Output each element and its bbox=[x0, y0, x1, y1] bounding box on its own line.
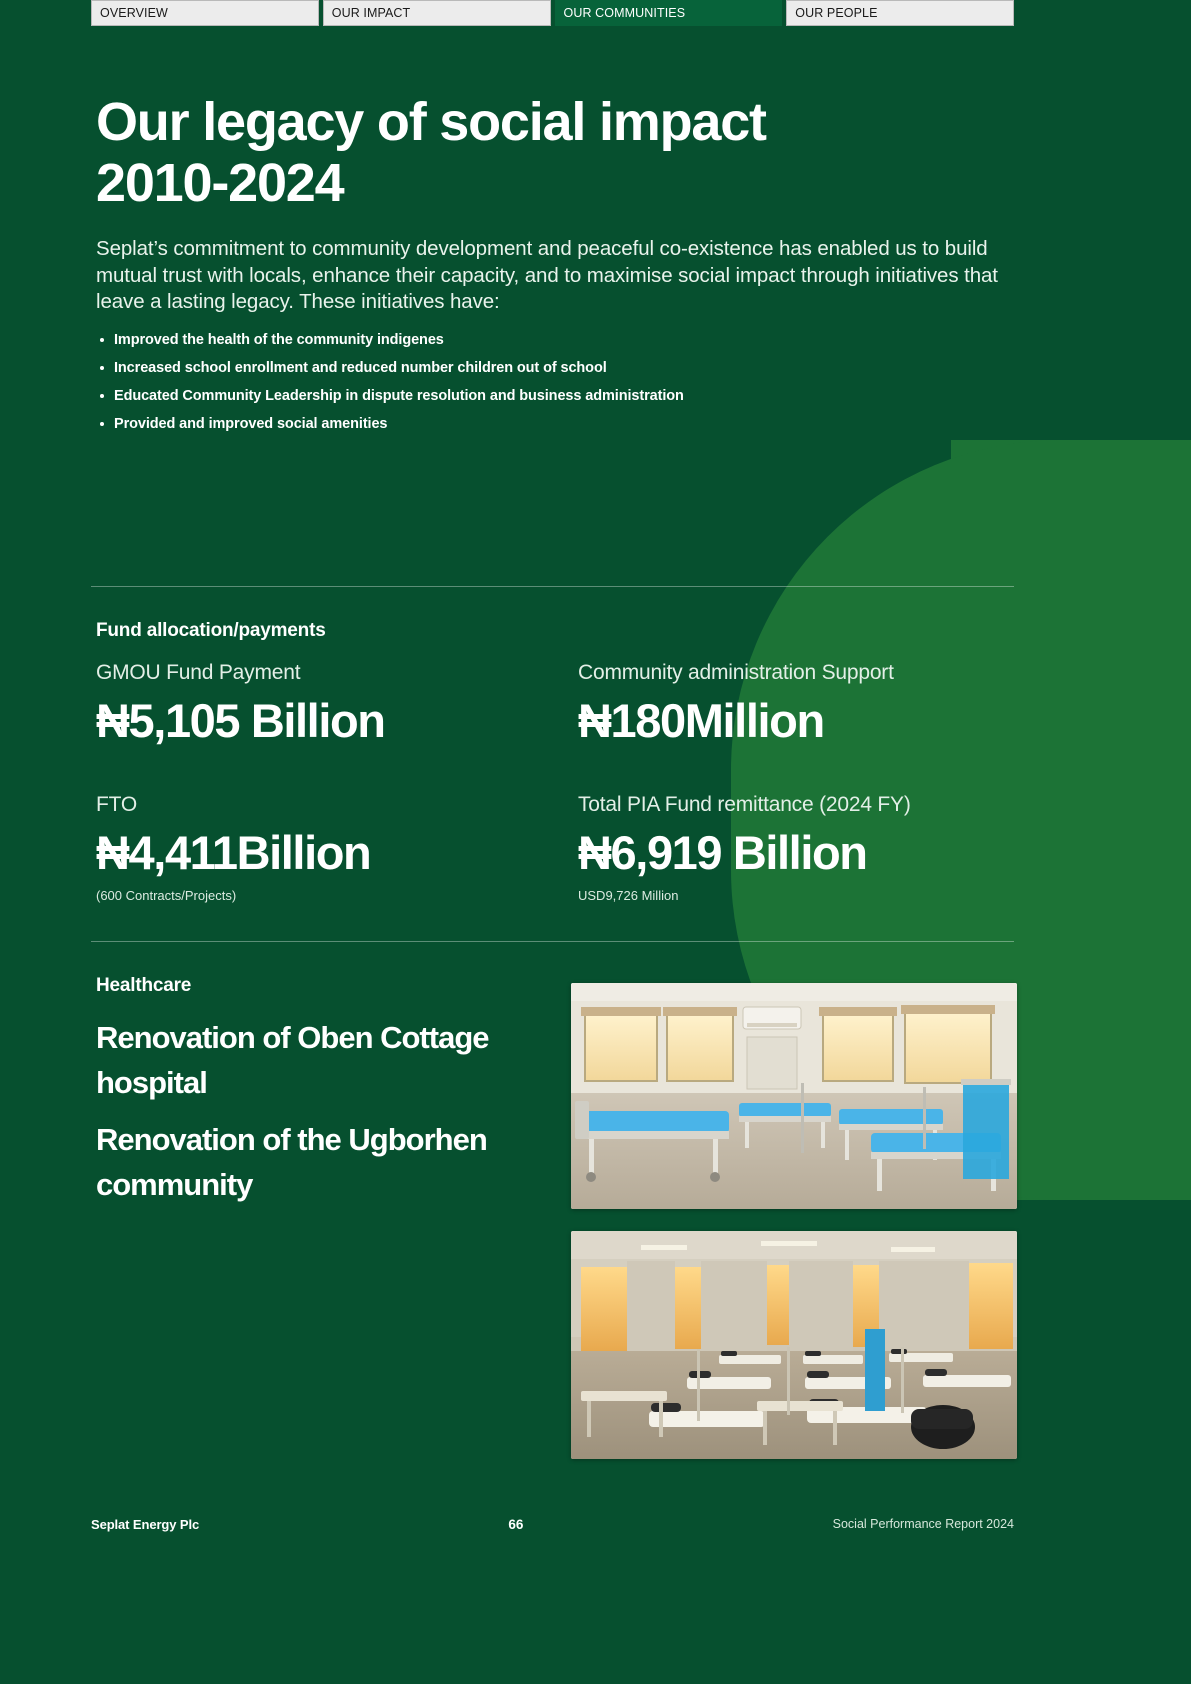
list-item: Educated Community Leadership in dispute resolution and business administration bbox=[96, 388, 1036, 404]
page-title-line-2: 2010-2024 bbox=[96, 153, 344, 213]
footer-company-name: Seplat Energy Plc bbox=[91, 1516, 200, 1532]
fund-stat-label: Community administration Support bbox=[578, 661, 894, 684]
hospital-ward-photo-1 bbox=[571, 983, 1017, 1209]
fund-stat-label: GMOU Fund Payment bbox=[96, 661, 301, 684]
fund-stat-note bbox=[578, 756, 1026, 772]
fund-stat-note: USD9,726 Million bbox=[578, 888, 679, 903]
fund-stat-pia bbox=[578, 772, 1026, 904]
fund-stat-label: FTO bbox=[96, 793, 138, 816]
tab-overview-label: OVERVIEW bbox=[100, 6, 168, 20]
healthcare-project-2: Renovation of the Ugborhen community bbox=[96, 1122, 487, 1202]
tab-our-people[interactable] bbox=[786, 0, 1014, 26]
hero-section bbox=[96, 92, 1036, 444]
initiatives-list bbox=[96, 332, 1036, 432]
fund-grid bbox=[96, 660, 1026, 904]
divider-bottom bbox=[91, 941, 1014, 942]
fund-stat-community-admin bbox=[578, 660, 1026, 772]
healthcare-kicker: Healthcare bbox=[96, 975, 192, 996]
tab-our-impact-label: OUR IMPACT bbox=[331, 6, 411, 20]
footer-page-number: 66 bbox=[508, 1516, 524, 1532]
tab-our-communities-label: OUR COMMUNITIES bbox=[563, 6, 686, 20]
healthcare-project-1: Renovation of Oben Cottage hospital bbox=[96, 1020, 489, 1100]
hospital-ward-photo-2 bbox=[571, 1231, 1017, 1459]
fund-stat-value: ₦180Million bbox=[578, 694, 824, 747]
page-footer bbox=[91, 1512, 1014, 1536]
list-item: Improved the health of the community indigenes bbox=[96, 332, 1036, 348]
divider-top bbox=[91, 586, 1014, 587]
hospital-ward-rows-illustration bbox=[571, 1231, 1017, 1459]
tab-overview[interactable] bbox=[91, 0, 319, 26]
fund-stat-note bbox=[96, 756, 578, 772]
section-tab-bar bbox=[91, 0, 1014, 26]
page-title-line-1: Our legacy of social impact bbox=[96, 92, 766, 152]
fund-stat-fto bbox=[96, 772, 578, 904]
footer-report-name: Social Performance Report 2024 bbox=[832, 1517, 1014, 1531]
list-item: Provided and improved social amenities bbox=[96, 416, 1036, 432]
tab-our-impact[interactable] bbox=[323, 0, 551, 26]
fund-stat-value: ₦4,411Billion bbox=[96, 826, 371, 879]
tab-our-people-label: OUR PEOPLE bbox=[795, 6, 878, 20]
tab-our-communities[interactable] bbox=[555, 0, 783, 26]
healthcare-section bbox=[96, 975, 516, 1207]
page-title bbox=[96, 92, 1036, 214]
fund-stat-value: ₦5,105 Billion bbox=[96, 694, 385, 747]
fund-stat-value: ₦6,919 Billion bbox=[578, 826, 867, 879]
intro-paragraph: Seplat’s commitment to community development and peaceful co-existence has enabled us to build mutual trust with locals, enhance their capacity, and to maximise social impact through initiatives that leave a lasting legacy. These initiatives have: bbox=[96, 237, 998, 313]
fund-allocation-section bbox=[96, 620, 1026, 904]
fund-stat-note: (600 Contracts/Projects) bbox=[96, 888, 237, 903]
hospital-ward-illustration bbox=[571, 983, 1017, 1209]
list-item: Increased school enrollment and reduced number children out of school bbox=[96, 360, 1036, 376]
fund-stat-gmou bbox=[96, 660, 578, 772]
fund-allocation-heading: Fund allocation/payments bbox=[96, 620, 326, 641]
fund-stat-label: Total PIA Fund remittance (2024 FY) bbox=[578, 793, 911, 816]
